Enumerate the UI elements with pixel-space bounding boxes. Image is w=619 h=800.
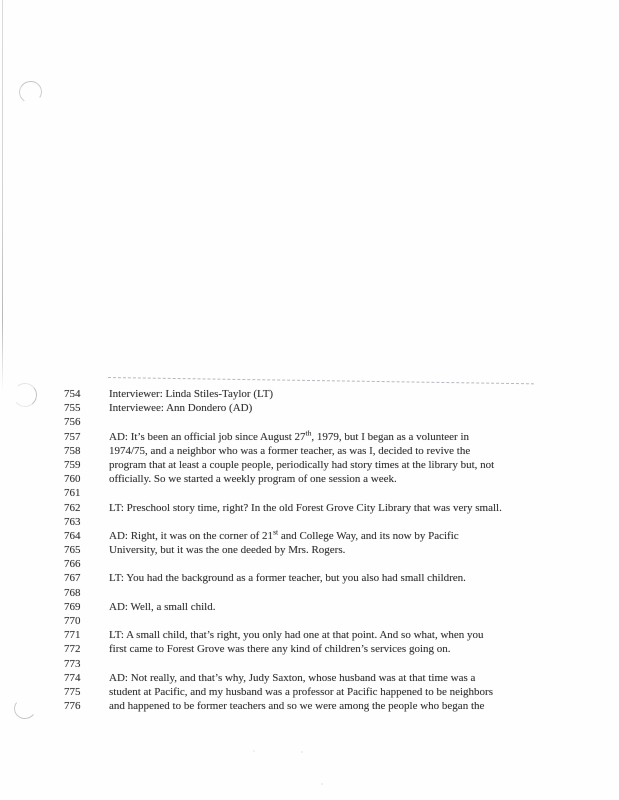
text-segment: Interviewee: Ann Dondero (AD) <box>109 402 253 415</box>
transcript-line <box>0 444 619 458</box>
text-segment: , 1979, but I began as a volunteer in <box>311 430 470 443</box>
line-number: 769 <box>64 600 81 613</box>
line-number: 754 <box>64 388 81 400</box>
text-segment: program that at least a couple people, periodically had story times at the library but, not <box>109 458 495 471</box>
line-text <box>109 415 619 429</box>
line-number: 763 <box>64 515 81 528</box>
transcript-line <box>0 401 619 415</box>
transcript-line <box>0 628 619 642</box>
transcript-line <box>0 671 619 685</box>
transcript-line <box>0 529 619 543</box>
transcript-line <box>0 571 619 585</box>
line-text <box>109 444 619 458</box>
transcript-line <box>0 614 619 628</box>
transcript-line <box>0 543 619 557</box>
transcript-line <box>0 586 619 600</box>
line-text <box>109 427 619 444</box>
line-number: 764 <box>64 529 81 542</box>
line-text <box>109 529 619 543</box>
line-text <box>109 401 619 415</box>
transcript-line <box>0 486 619 500</box>
line-number: 760 <box>64 473 81 486</box>
superscript-ordinal: st <box>273 527 279 537</box>
line-text <box>109 515 619 529</box>
text-segment: AD: It’s been an official job since August 27 <box>109 430 306 443</box>
text-segment: student at Pacific, and my husband was a professor at Pacific happened to be neighbors <box>109 685 493 698</box>
transcript-line <box>0 501 619 515</box>
line-number: 759 <box>64 458 81 471</box>
line-text <box>109 642 619 656</box>
text-segment: first came to Forest Grove was there any kind of children’s services going on. <box>109 643 451 656</box>
dashed-separator <box>108 377 534 384</box>
superscript-ordinal: th <box>305 427 312 437</box>
text-segment: AD: Well, a small child. <box>109 600 216 613</box>
line-number: 761 <box>64 487 81 500</box>
transcript-line <box>0 699 619 713</box>
line-number: 776 <box>64 700 81 713</box>
line-text <box>109 472 619 486</box>
line-number: 770 <box>64 615 81 627</box>
transcript-line <box>0 472 619 486</box>
line-text <box>109 685 619 699</box>
line-text <box>109 600 619 614</box>
text-segment: and College Way, and its now by Pacific <box>278 529 459 542</box>
line-text <box>109 486 619 500</box>
transcript-line <box>0 458 619 472</box>
transcript-line <box>0 557 619 571</box>
line-text <box>109 614 619 628</box>
scan-speck <box>301 751 303 753</box>
transcript-line <box>0 427 619 444</box>
transcript-line <box>0 657 619 671</box>
scan-edge-line <box>2 0 3 392</box>
text-segment: Interviewer: Linda Stiles-Taylor (LT) <box>109 388 274 400</box>
transcript <box>0 387 619 713</box>
line-number: 774 <box>64 671 81 684</box>
transcript-line <box>0 642 619 656</box>
line-text <box>109 543 619 557</box>
line-number: 767 <box>64 572 81 585</box>
line-number: 775 <box>64 685 81 698</box>
transcript-line <box>0 685 619 699</box>
line-text <box>109 671 619 685</box>
punch-hole-mark-top <box>17 79 44 105</box>
scan-speck <box>321 783 323 785</box>
line-text <box>109 387 619 401</box>
text-segment: AD: Not really, and that’s why, Judy Saxton, whose husband was at that time was a <box>109 671 476 684</box>
line-text <box>109 501 619 515</box>
line-text <box>109 557 619 571</box>
line-text <box>109 571 619 585</box>
line-text <box>109 628 619 642</box>
line-text <box>109 458 619 472</box>
text-segment: LT: A small child, that’s right, you only had one at that point. And so what, when you <box>109 629 484 642</box>
line-number: 757 <box>64 430 81 443</box>
transcript-line <box>0 515 619 529</box>
line-number: 771 <box>64 629 81 642</box>
text-segment: LT: You had the background as a former teacher, but you also had small children. <box>109 572 466 585</box>
scan-speck <box>253 750 255 752</box>
line-number: 758 <box>64 444 81 457</box>
text-segment: 1974/75, and a neighbor who was a former teacher, as was I, decided to revive the <box>109 444 471 457</box>
line-number: 756 <box>64 416 81 429</box>
line-text <box>109 586 619 600</box>
line-text <box>109 657 619 671</box>
line-number: 772 <box>64 643 81 656</box>
text-segment: LT: Preschool story time, right? In the old Forest Grove City Library that was very small. <box>109 501 502 514</box>
text-segment: AD: Right, it was on the corner of 21 <box>109 529 274 542</box>
line-number: 762 <box>64 501 81 514</box>
text-segment: University, but it was the one deeded by Mrs. Rogers. <box>109 544 346 557</box>
transcript-line <box>0 600 619 614</box>
text-segment: and happened to be former teachers and so we were among the people who began the <box>109 700 485 713</box>
line-number: 765 <box>64 544 81 557</box>
line-text <box>109 699 619 713</box>
line-number: 768 <box>64 586 81 599</box>
line-number: 773 <box>64 657 81 670</box>
line-number: 766 <box>64 558 81 571</box>
text-segment: officially. So we started a weekly program of one session a week. <box>109 473 397 486</box>
line-number: 755 <box>64 402 81 415</box>
transcript-line <box>0 387 619 401</box>
